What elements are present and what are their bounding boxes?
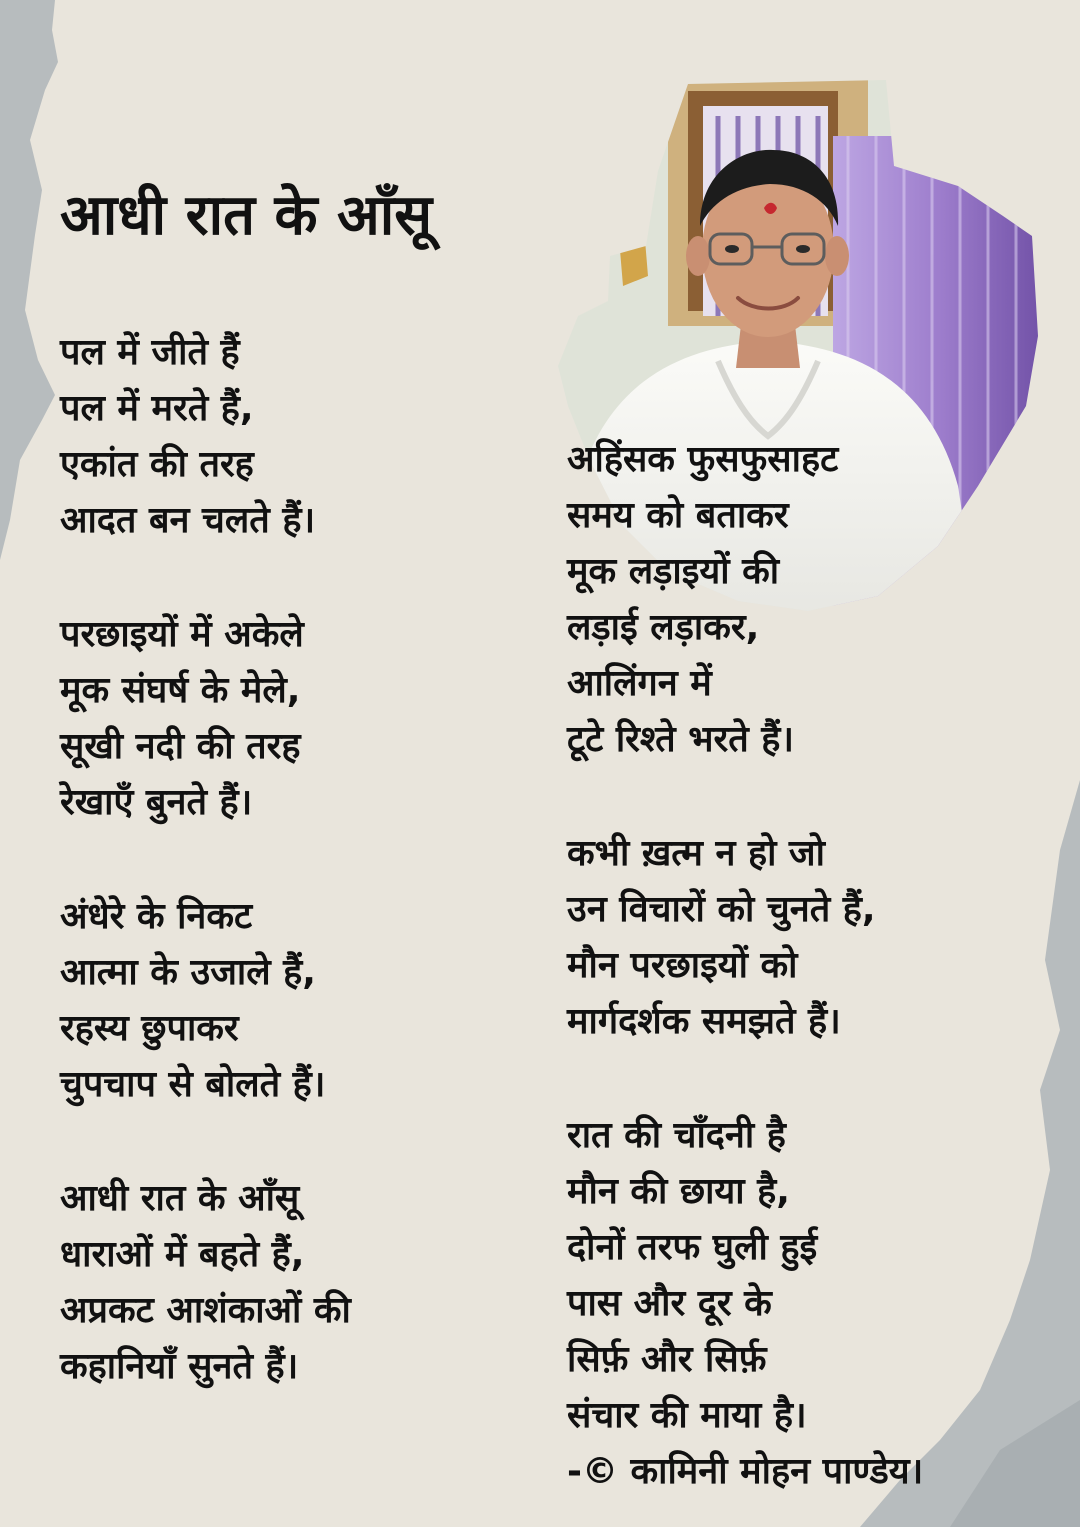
poem-line: लड़ाई लड़ाकर,: [567, 607, 760, 648]
stanza-right-1: [567, 432, 1037, 768]
poem-line: उन विचारों को चुनते हैं,: [567, 889, 876, 930]
poem-line: कहानियाँ सुनते हैं।: [60, 1346, 299, 1387]
poem-line: मूक लड़ाइयों की: [567, 551, 780, 592]
poem-line: आत्मा के उजाले हैं,: [60, 952, 316, 993]
poem-line: मौन की छाया है,: [567, 1171, 790, 1212]
poem-line: आधी रात के आँसू: [60, 1178, 300, 1219]
poem-line: अप्रकट आशंकाओं की: [60, 1290, 351, 1331]
poem-line: अहिंसक फुसफुसाहट: [567, 439, 839, 480]
poem-line: मौन परछाइयों को: [567, 945, 798, 986]
poem-line: पल में जीते हैं: [60, 332, 240, 373]
poem-line: आदत बन चलते हैं।: [60, 500, 316, 541]
stanza-right-3: [567, 1108, 1037, 1500]
poem-line: दोनों तरफ घुली हुई: [567, 1227, 818, 1268]
poem-line: परछाइयों में अकेले: [60, 614, 304, 655]
poem-line: सिर्फ़ और सिर्फ़: [567, 1339, 767, 1380]
stanza-left-1: [60, 325, 530, 549]
poem-line: रहस्य छुपाकर: [60, 1008, 239, 1049]
poem-line: पल में मरते हैं,: [60, 388, 254, 429]
right-column: [567, 432, 1037, 1500]
stanza-right-2: [567, 826, 1037, 1050]
left-column: [60, 325, 530, 1453]
poem-line: चुपचाप से बोलते हैं।: [60, 1064, 326, 1105]
poem-line: सूखी नदी की तरह: [60, 726, 301, 767]
poem-line: समय को बताकर: [567, 495, 789, 536]
stanza-left-4: [60, 1171, 530, 1395]
poem-line: अंधेरे के निकट: [60, 896, 253, 937]
poem-title: आधी रात के आँसू: [60, 183, 433, 248]
poem-line: रात की चाँदनी है: [567, 1115, 786, 1156]
poem-line: मार्गदर्शक समझते हैं।: [567, 1001, 841, 1042]
poem-line: कभी ख़त्म न हो जो: [567, 833, 825, 874]
poem-line: एकांत की तरह: [60, 444, 254, 485]
poem-line: धाराओं में बहते हैं,: [60, 1234, 305, 1275]
poem-line: पास और दूर के: [567, 1283, 772, 1324]
poem-line: मूक संघर्ष के मेले,: [60, 670, 301, 711]
author-signature: -© कामिनी मोहन पाण्डेय।: [567, 1451, 924, 1492]
poem-line: संचार की माया है।: [567, 1395, 807, 1436]
stanza-left-2: [60, 607, 530, 831]
poem-line: आलिंगन में: [567, 663, 712, 704]
stanza-left-3: [60, 889, 530, 1113]
poem-line: रेखाएँ बुनते हैं।: [60, 782, 253, 823]
poem-line: टूटे रिश्ते भरते हैं।: [567, 719, 795, 760]
